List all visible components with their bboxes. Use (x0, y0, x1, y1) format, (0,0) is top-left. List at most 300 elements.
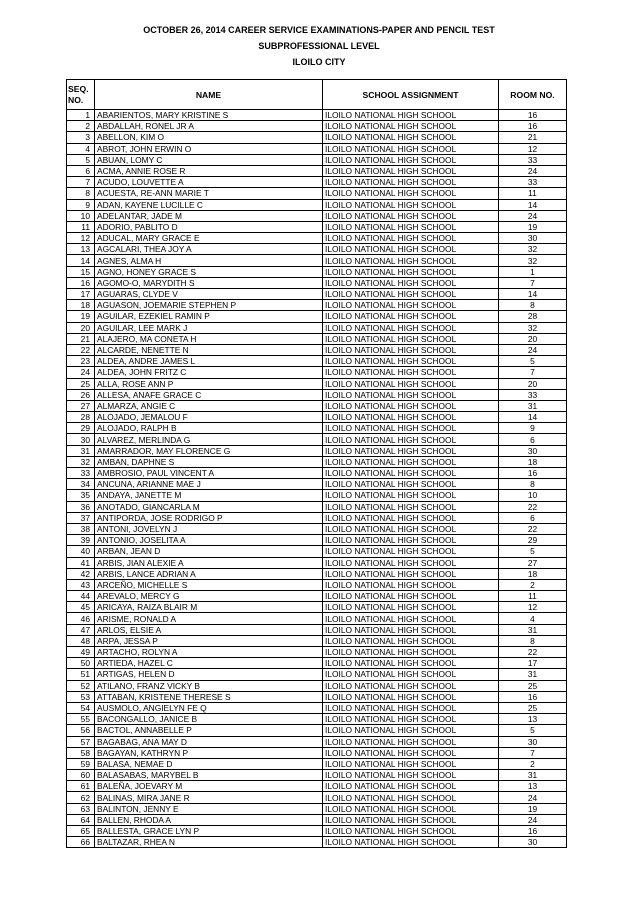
name-cell: ABARIENTOS, MARY KRISTINE S (95, 110, 323, 121)
seq-cell: 22 (67, 344, 95, 355)
room-cell: 14 (499, 412, 567, 423)
room-cell: 27 (499, 557, 567, 568)
room-cell: 19 (499, 221, 567, 232)
table-row (67, 468, 567, 479)
name-cell: BAGABAG, ANA MAY D (95, 736, 323, 747)
seq-cell: 59 (67, 758, 95, 769)
table-row (67, 579, 567, 590)
school-cell: ILOILO NATIONAL HIGH SCHOOL (323, 210, 499, 221)
room-cell: 32 (499, 244, 567, 255)
seq-cell: 47 (67, 624, 95, 635)
room-cell: 24 (499, 344, 567, 355)
seq-cell: 37 (67, 512, 95, 523)
name-cell: BALTAZAR, RHEA N (95, 837, 323, 848)
school-cell: ILOILO NATIONAL HIGH SCHOOL (323, 400, 499, 411)
room-cell: 31 (499, 400, 567, 411)
seq-cell: 49 (67, 647, 95, 658)
column-header-seq-line1: SEQ. (68, 83, 89, 94)
name-cell: ARTIGAS, HELEN D (95, 669, 323, 680)
name-cell: ALVAREZ, MERLINDA G (95, 434, 323, 445)
table-row (67, 199, 567, 210)
school-cell: ILOILO NATIONAL HIGH SCHOOL (323, 412, 499, 423)
school-cell: ILOILO NATIONAL HIGH SCHOOL (323, 523, 499, 534)
school-cell: ILOILO NATIONAL HIGH SCHOOL (323, 747, 499, 758)
school-cell: ILOILO NATIONAL HIGH SCHOOL (323, 233, 499, 244)
table-row (67, 121, 567, 132)
school-cell: ILOILO NATIONAL HIGH SCHOOL (323, 725, 499, 736)
seq-cell: 63 (67, 803, 95, 814)
table-row (67, 781, 567, 792)
table-row (67, 456, 567, 467)
school-cell: ILOILO NATIONAL HIGH SCHOOL (323, 635, 499, 646)
name-cell: BALLESTA, GRACE LYN P (95, 826, 323, 837)
school-cell: ILOILO NATIONAL HIGH SCHOOL (323, 121, 499, 132)
name-cell: ALDEA, ANDRE JAMES L (95, 356, 323, 367)
name-cell: BALINTON, JENNY E (95, 803, 323, 814)
name-cell: ALMARZA, ANGIE C (95, 400, 323, 411)
seq-cell: 50 (67, 658, 95, 669)
name-cell: ARBIS, LANCE ADRIAN A (95, 568, 323, 579)
table-row (67, 669, 567, 680)
name-cell: ALOJADO, JEMALOU F (95, 412, 323, 423)
room-cell: 1 (499, 266, 567, 277)
room-cell: 5 (499, 546, 567, 557)
school-cell: ILOILO NATIONAL HIGH SCHOOL (323, 669, 499, 680)
seq-cell: 28 (67, 412, 95, 423)
seq-cell: 64 (67, 814, 95, 825)
room-cell: 24 (499, 165, 567, 176)
room-cell: 28 (499, 311, 567, 322)
seq-cell: 35 (67, 490, 95, 501)
seq-cell: 42 (67, 568, 95, 579)
table-row (67, 814, 567, 825)
seq-cell: 32 (67, 456, 95, 467)
name-cell: ALLESA, ANAFE GRACE C (95, 389, 323, 400)
room-cell: 2 (499, 579, 567, 590)
table-row (67, 255, 567, 266)
room-cell: 33 (499, 154, 567, 165)
seq-cell: 26 (67, 389, 95, 400)
school-cell: ILOILO NATIONAL HIGH SCHOOL (323, 814, 499, 825)
name-cell: AGUASON, JOEMARIE STEPHEN P (95, 300, 323, 311)
seq-cell: 40 (67, 546, 95, 557)
name-cell: AREVALO, MERCY G (95, 591, 323, 602)
room-cell: 16 (499, 691, 567, 702)
table-row (67, 736, 567, 747)
school-cell: ILOILO NATIONAL HIGH SCHOOL (323, 602, 499, 613)
table-row (67, 591, 567, 602)
name-cell: ARBAN, JEAN D (95, 546, 323, 557)
name-cell: AGUILAR, EZEKIEL RAMIN P (95, 311, 323, 322)
seq-cell: 15 (67, 266, 95, 277)
roster-table-container (66, 79, 567, 848)
name-cell: BACTOL, ANNABELLE P (95, 725, 323, 736)
exam-level: SUBPROFESSIONAL LEVEL (258, 41, 380, 51)
room-cell: 30 (499, 233, 567, 244)
seq-cell: 13 (67, 244, 95, 255)
school-cell: ILOILO NATIONAL HIGH SCHOOL (323, 591, 499, 602)
room-cell: 14 (499, 199, 567, 210)
table-row (67, 647, 567, 658)
school-cell: ILOILO NATIONAL HIGH SCHOOL (323, 512, 499, 523)
room-cell: 8 (499, 479, 567, 490)
name-cell: ABUAN, LOMY C (95, 154, 323, 165)
name-cell: BALEÑA, JOEVARY M (95, 781, 323, 792)
room-cell: 30 (499, 736, 567, 747)
school-cell: ILOILO NATIONAL HIGH SCHOOL (323, 826, 499, 837)
name-cell: BALINAS, MIRA JANE R (95, 792, 323, 803)
name-cell: BALASABAS, MARYBEL B (95, 770, 323, 781)
seq-cell: 8 (67, 188, 95, 199)
school-cell: ILOILO NATIONAL HIGH SCHOOL (323, 613, 499, 624)
table-row (67, 658, 567, 669)
column-header-room: ROOM NO. (499, 80, 567, 110)
seq-cell: 34 (67, 479, 95, 490)
name-cell: AGUILAR, LEE MARK J (95, 322, 323, 333)
room-cell: 29 (499, 535, 567, 546)
name-cell: AGNES, ALMA H (95, 255, 323, 266)
name-cell: ARTACHO, ROLYN A (95, 647, 323, 658)
seq-cell: 1 (67, 110, 95, 121)
room-cell: 25 (499, 702, 567, 713)
seq-cell: 3 (67, 132, 95, 143)
name-cell: AMBROSIO, PAUL VINCENT A (95, 468, 323, 479)
school-cell: ILOILO NATIONAL HIGH SCHOOL (323, 255, 499, 266)
table-row (67, 188, 567, 199)
name-cell: ABELLON, KIM O (95, 132, 323, 143)
seq-cell: 41 (67, 557, 95, 568)
seq-cell: 65 (67, 826, 95, 837)
table-row (67, 266, 567, 277)
seq-cell: 6 (67, 165, 95, 176)
table-row (67, 826, 567, 837)
name-cell: ANDAYA, JANETTE M (95, 490, 323, 501)
name-cell: ANCUNA, ARIANNE MAE J (95, 479, 323, 490)
school-cell: ILOILO NATIONAL HIGH SCHOOL (323, 568, 499, 579)
school-cell: ILOILO NATIONAL HIGH SCHOOL (323, 624, 499, 635)
seq-cell: 4 (67, 143, 95, 154)
seq-cell: 60 (67, 770, 95, 781)
name-cell: AUSMOLO, ANGIELYN FE Q (95, 702, 323, 713)
seq-cell: 53 (67, 691, 95, 702)
school-cell: ILOILO NATIONAL HIGH SCHOOL (323, 546, 499, 557)
seq-cell: 2 (67, 121, 95, 132)
seq-cell: 21 (67, 333, 95, 344)
name-cell: ALDEA, JOHN FRITZ C (95, 367, 323, 378)
school-cell: ILOILO NATIONAL HIGH SCHOOL (323, 647, 499, 658)
name-cell: AMARRADOR, MAY FLORENCE G (95, 445, 323, 456)
table-row (67, 143, 567, 154)
school-cell: ILOILO NATIONAL HIGH SCHOOL (323, 479, 499, 490)
school-cell: ILOILO NATIONAL HIGH SCHOOL (323, 803, 499, 814)
seq-cell: 19 (67, 311, 95, 322)
school-cell: ILOILO NATIONAL HIGH SCHOOL (323, 266, 499, 277)
room-cell: 9 (499, 423, 567, 434)
seq-cell: 54 (67, 702, 95, 713)
table-row (67, 333, 567, 344)
table-row (67, 344, 567, 355)
table-row (67, 546, 567, 557)
room-cell: 16 (499, 110, 567, 121)
seq-cell: 61 (67, 781, 95, 792)
school-cell: ILOILO NATIONAL HIGH SCHOOL (323, 300, 499, 311)
table-row (67, 165, 567, 176)
room-cell: 6 (499, 434, 567, 445)
school-cell: ILOILO NATIONAL HIGH SCHOOL (323, 356, 499, 367)
school-cell: ILOILO NATIONAL HIGH SCHOOL (323, 199, 499, 210)
school-cell: ILOILO NATIONAL HIGH SCHOOL (323, 434, 499, 445)
table-row (67, 221, 567, 232)
seq-cell: 33 (67, 468, 95, 479)
seq-cell: 55 (67, 714, 95, 725)
name-cell: ARCEÑO, MICHELLE S (95, 579, 323, 590)
table-row (67, 367, 567, 378)
room-cell: 33 (499, 177, 567, 188)
school-cell: ILOILO NATIONAL HIGH SCHOOL (323, 289, 499, 300)
room-cell: 24 (499, 792, 567, 803)
school-cell: ILOILO NATIONAL HIGH SCHOOL (323, 322, 499, 333)
school-cell: ILOILO NATIONAL HIGH SCHOOL (323, 680, 499, 691)
name-cell: AGNO, HONEY GRACE S (95, 266, 323, 277)
room-cell: 22 (499, 647, 567, 658)
name-cell: ADAN, KAYENE LUCILLE C (95, 199, 323, 210)
seq-cell: 52 (67, 680, 95, 691)
name-cell: AGCALARI, THEA JOY A (95, 244, 323, 255)
room-cell: 22 (499, 501, 567, 512)
school-cell: ILOILO NATIONAL HIGH SCHOOL (323, 423, 499, 434)
room-cell: 5 (499, 725, 567, 736)
table-row (67, 490, 567, 501)
seq-cell: 18 (67, 300, 95, 311)
table-row (67, 758, 567, 769)
room-cell: 14 (499, 289, 567, 300)
school-cell: ILOILO NATIONAL HIGH SCHOOL (323, 579, 499, 590)
name-cell: AGOMO-O, MARYDITH S (95, 277, 323, 288)
school-cell: ILOILO NATIONAL HIGH SCHOOL (323, 154, 499, 165)
room-cell: 30 (499, 445, 567, 456)
room-cell: 11 (499, 188, 567, 199)
name-cell: ACUDO, LOUVETTE A (95, 177, 323, 188)
table-row (67, 445, 567, 456)
room-cell: 24 (499, 210, 567, 221)
name-cell: ACMA, ANNIE ROSE R (95, 165, 323, 176)
room-cell: 18 (499, 568, 567, 579)
school-cell: ILOILO NATIONAL HIGH SCHOOL (323, 277, 499, 288)
school-cell: ILOILO NATIONAL HIGH SCHOOL (323, 367, 499, 378)
name-cell: ALLA, ROSE ANN P (95, 378, 323, 389)
seq-cell: 23 (67, 356, 95, 367)
seq-cell: 11 (67, 221, 95, 232)
seq-cell: 24 (67, 367, 95, 378)
seq-cell: 45 (67, 602, 95, 613)
room-cell: 32 (499, 255, 567, 266)
room-cell: 18 (499, 456, 567, 467)
school-cell: ILOILO NATIONAL HIGH SCHOOL (323, 557, 499, 568)
room-cell: 7 (499, 277, 567, 288)
school-cell: ILOILO NATIONAL HIGH SCHOOL (323, 244, 499, 255)
name-cell: ARTIEDA, HAZEL C (95, 658, 323, 669)
room-cell: 4 (499, 613, 567, 624)
table-row (67, 512, 567, 523)
school-cell: ILOILO NATIONAL HIGH SCHOOL (323, 658, 499, 669)
table-row (67, 177, 567, 188)
name-cell: AMBAN, DAPHNE S (95, 456, 323, 467)
seq-cell: 43 (67, 579, 95, 590)
school-cell: ILOILO NATIONAL HIGH SCHOOL (323, 445, 499, 456)
school-cell: ILOILO NATIONAL HIGH SCHOOL (323, 792, 499, 803)
seq-cell: 51 (67, 669, 95, 680)
room-cell: 33 (499, 389, 567, 400)
school-cell: ILOILO NATIONAL HIGH SCHOOL (323, 344, 499, 355)
table-row (67, 110, 567, 121)
room-cell: 7 (499, 367, 567, 378)
school-cell: ILOILO NATIONAL HIGH SCHOOL (323, 165, 499, 176)
column-header-school: SCHOOL ASSIGNMENT (323, 80, 499, 110)
table-row (67, 747, 567, 758)
name-cell: BALASA, NEMAE D (95, 758, 323, 769)
seq-cell: 30 (67, 434, 95, 445)
table-row (67, 837, 567, 848)
seq-cell: 9 (67, 199, 95, 210)
room-cell: 12 (499, 143, 567, 154)
seq-cell: 31 (67, 445, 95, 456)
school-cell: ILOILO NATIONAL HIGH SCHOOL (323, 456, 499, 467)
table-row (67, 770, 567, 781)
school-cell: ILOILO NATIONAL HIGH SCHOOL (323, 758, 499, 769)
table-row (67, 300, 567, 311)
name-cell: BAGAYAN, KATHRYN P (95, 747, 323, 758)
room-cell: 16 (499, 468, 567, 479)
seq-cell: 62 (67, 792, 95, 803)
room-cell: 16 (499, 826, 567, 837)
room-cell: 13 (499, 781, 567, 792)
school-cell: ILOILO NATIONAL HIGH SCHOOL (323, 177, 499, 188)
table-row (67, 725, 567, 736)
seq-cell: 66 (67, 837, 95, 848)
room-cell: 19 (499, 803, 567, 814)
room-cell: 7 (499, 747, 567, 758)
seq-cell: 44 (67, 591, 95, 602)
table-body (67, 110, 567, 848)
name-cell: ATILANO, FRANZ VICKY B (95, 680, 323, 691)
name-cell: ANTIPORDA, JOSE RODRIGO P (95, 512, 323, 523)
name-cell: ARPA, JESSA P (95, 635, 323, 646)
seq-cell: 58 (67, 747, 95, 758)
table-row (67, 289, 567, 300)
table-row (67, 132, 567, 143)
school-cell: ILOILO NATIONAL HIGH SCHOOL (323, 501, 499, 512)
table-row (67, 792, 567, 803)
room-cell: 21 (499, 132, 567, 143)
table-row (67, 803, 567, 814)
table-header-row (67, 80, 567, 110)
school-cell: ILOILO NATIONAL HIGH SCHOOL (323, 770, 499, 781)
room-cell: 32 (499, 322, 567, 333)
seq-cell: 38 (67, 523, 95, 534)
name-cell: ARICAYA, RAIZA BLAIR M (95, 602, 323, 613)
document-header (0, 22, 638, 70)
table-row (67, 233, 567, 244)
table-row (67, 244, 567, 255)
table-row (67, 613, 567, 624)
room-cell: 20 (499, 378, 567, 389)
school-cell: ILOILO NATIONAL HIGH SCHOOL (323, 389, 499, 400)
name-cell: ATTABAN, KRISTENE THERESE S (95, 691, 323, 702)
table-row (67, 210, 567, 221)
room-cell: 31 (499, 624, 567, 635)
school-cell: ILOILO NATIONAL HIGH SCHOOL (323, 781, 499, 792)
table-row (67, 412, 567, 423)
school-cell: ILOILO NATIONAL HIGH SCHOOL (323, 188, 499, 199)
table-row (67, 501, 567, 512)
school-cell: ILOILO NATIONAL HIGH SCHOOL (323, 110, 499, 121)
room-cell: 6 (499, 512, 567, 523)
school-cell: ILOILO NATIONAL HIGH SCHOOL (323, 736, 499, 747)
table-row (67, 557, 567, 568)
name-cell: ARISME, RONALD A (95, 613, 323, 624)
room-cell: 31 (499, 669, 567, 680)
column-header-seq-line2: NO. (68, 94, 84, 105)
table-row (67, 434, 567, 445)
table-row (67, 691, 567, 702)
seq-cell: 7 (67, 177, 95, 188)
seq-cell: 39 (67, 535, 95, 546)
exam-city: ILOILO CITY (292, 57, 346, 67)
school-cell: ILOILO NATIONAL HIGH SCHOOL (323, 691, 499, 702)
school-cell: ILOILO NATIONAL HIGH SCHOOL (323, 468, 499, 479)
room-cell: 10 (499, 490, 567, 501)
name-cell: ALAJERO, MA CONETA H (95, 333, 323, 344)
table-row (67, 423, 567, 434)
name-cell: ALCARDE, NENETTE N (95, 344, 323, 355)
school-cell: ILOILO NATIONAL HIGH SCHOOL (323, 311, 499, 322)
table-row (67, 479, 567, 490)
roster-table (66, 79, 567, 848)
table-row (67, 523, 567, 534)
name-cell: ANTONI, JOVELYN J (95, 523, 323, 534)
table-row (67, 378, 567, 389)
table-row (67, 602, 567, 613)
name-cell: BACONGALLO, JANICE B (95, 714, 323, 725)
seq-cell: 5 (67, 154, 95, 165)
seq-cell: 12 (67, 233, 95, 244)
table-row (67, 702, 567, 713)
seq-cell: 29 (67, 423, 95, 434)
school-cell: ILOILO NATIONAL HIGH SCHOOL (323, 333, 499, 344)
seq-cell: 46 (67, 613, 95, 624)
school-cell: ILOILO NATIONAL HIGH SCHOOL (323, 490, 499, 501)
table-row (67, 714, 567, 725)
room-cell: 31 (499, 770, 567, 781)
seq-cell: 25 (67, 378, 95, 389)
name-cell: ADELANTAR, JADE M (95, 210, 323, 221)
name-cell: ADUCAL, MARY GRACE E (95, 233, 323, 244)
room-cell: 25 (499, 680, 567, 691)
name-cell: ALOJADO, RALPH B (95, 423, 323, 434)
table-row (67, 322, 567, 333)
room-cell: 12 (499, 602, 567, 613)
room-cell: 5 (499, 356, 567, 367)
seq-cell: 57 (67, 736, 95, 747)
seq-cell: 27 (67, 400, 95, 411)
seq-cell: 10 (67, 210, 95, 221)
name-cell: ABDALLAH, RONEL JR A (95, 121, 323, 132)
school-cell: ILOILO NATIONAL HIGH SCHOOL (323, 535, 499, 546)
room-cell: 16 (499, 121, 567, 132)
name-cell: ARLOS, ELSIE A (95, 624, 323, 635)
seq-cell: 14 (67, 255, 95, 266)
table-row (67, 535, 567, 546)
